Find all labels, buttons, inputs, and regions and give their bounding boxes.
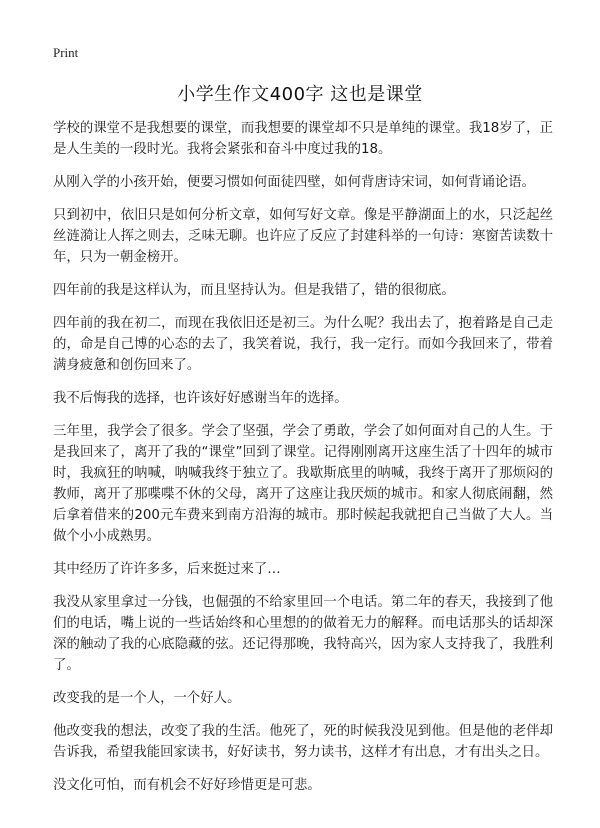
article-paragraph: 改变我的是一个人，一个好人。 — [53, 691, 241, 706]
article-paragraph: 其中经历了许许多多，后来挺过来了… — [53, 562, 281, 577]
print-link[interactable]: Print — [53, 45, 79, 60]
article-paragraph: 学校的课堂不是我想要的课堂，而我想要的课堂却不只是单纯的课堂。我18岁了，正是人生美的一段时光。我将会紧张和奋斗中度过我的18。 — [53, 121, 553, 157]
article-paragraph: 他改变我的想法，改变了我的生活。他死了，死的时候我没见到他。但是他的老伴却告诉我，希望我能回家读书，好好读书，努力读书，这样才有出息，才有出头之日。 — [53, 724, 553, 760]
article-paragraph: 四年前的我在初二，而现在我依旧还是初三。为什么呢？我出去了，抱着路是自己走的，命是自己博的心态的去了，我笑着说，我行，我一定行。而如今我回来了，带着满身疲惫和创伤回来了。 — [53, 316, 553, 373]
article-paragraph: 从刚入学的小孩开始，便要习惯如何面徒四壁，如何背唐诗宋词，如何背诵论语。 — [53, 175, 536, 190]
article-paragraph: 只到初中，依旧只是如何分析文章，如何写好文章。像是平静湖面上的水，只泛起丝丝涟漪让人挥之则去，乏味无聊。也许应了反应了封建科举的一句诗：寒窗苦读数十年，只为一朝金榜开。 — [53, 208, 553, 265]
article-paragraph: 四年前的我是这样认为，而且坚持认为。但是我错了，错的很彻底。 — [53, 283, 455, 298]
article-paragraph: 我没从家里拿过一分钱，也倔强的不给家里回一个电话。第二年的春天，我接到了他们的电话，嘴上说的一些话始终和心里想的的做着无力的解释。而电话那头的话却深深的触动了我的心底隐藏的弦。还记得那晚，我特高兴，因为家人支持我了，我胜利了。 — [53, 595, 553, 673]
article-paragraph: 三年里，我学会了很多。学会了坚强，学会了勇敢，学会了如何面对自己的人生。于是我回来了，离开了我的“课堂”回到了课堂。记得刚刚离开这座生活了十四年的城市时，我疯狂的呐喊，呐喊我终于独立了。我歇斯底里的呐喊，我终于离开了那烦闷的教师，离开了那喋喋不休的父母，离开了这座让我厌烦的城市。和家人彻底闹翻，然后拿着借来的200元车费来到南方沿海的城市。那时候起我就把自己当做了大人。当做个小小成熟男。 — [53, 424, 553, 544]
article-paragraph: 没文化可怕，而有机会不好好珍惜更是可悲。 — [53, 778, 321, 793]
article-paragraph: 我不后悔我的选择，也许该好好感谢当年的选择。 — [53, 391, 348, 406]
article-body — [53, 118, 553, 808]
article-title: 小学生作文400字 这也是课堂 — [177, 84, 423, 105]
